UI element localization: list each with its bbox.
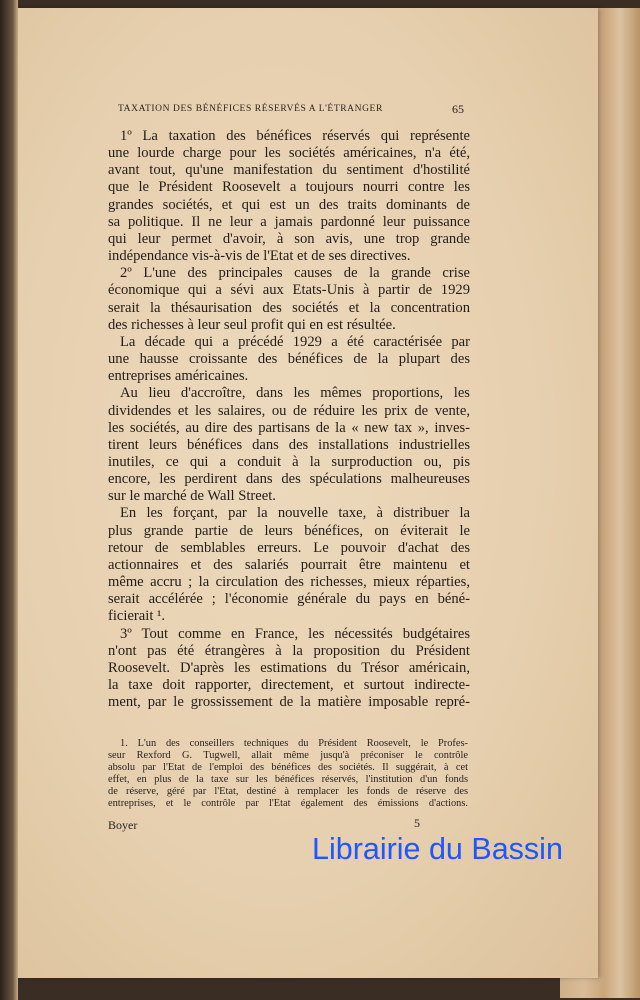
text-line: grandes sociétés, et qui est un des traits dominants de bbox=[108, 196, 470, 213]
text-line: inutiles, ce qui a conduit à la surproduction ou, pis bbox=[108, 453, 470, 470]
signature-number: 5 bbox=[414, 816, 420, 830]
footnote-line: seur Rexford G. Tugwell, allait même jusqu'à préconiser le contrôle bbox=[108, 750, 468, 762]
signature-author: Boyer bbox=[108, 818, 138, 832]
footnote bbox=[108, 738, 468, 811]
text-line: serait accélérée ; l'économie générale du pays en béné- bbox=[108, 591, 470, 608]
text-line: ment, par le grossissement de la matière imposable repré- bbox=[108, 694, 470, 711]
text-line: retour de semblables erreurs. Le pouvoir d'achat des bbox=[108, 539, 470, 556]
paragraph bbox=[108, 385, 470, 505]
running-head bbox=[118, 104, 464, 114]
text-line: Roosevelt. D'après les estimations du Trésor américain, bbox=[108, 659, 470, 676]
text-line: une lourde charge pour les sociétés américaines, n'a été, bbox=[108, 145, 470, 162]
text-line: Au lieu d'accroître, dans les mêmes proportions, les bbox=[120, 385, 470, 402]
paragraph bbox=[108, 626, 470, 712]
text-line: La décade qui a précédé 1929 a été caractérisée par bbox=[120, 333, 470, 350]
text-line: des richesses à leur seul profit qui en est résultée. bbox=[108, 316, 396, 333]
paragraph bbox=[108, 128, 470, 265]
paragraph bbox=[108, 505, 470, 625]
text-line: encore, les perdirent dans des spéculations malheureuses bbox=[108, 471, 470, 488]
text-line: 2º L'une des principales causes de la grande crise bbox=[120, 265, 470, 282]
watermark: Librairie du Bassin bbox=[312, 832, 563, 866]
text-line: plus grande partie de leurs bénéfices, on éviterait le bbox=[108, 522, 470, 539]
text-line: 3º Tout comme en France, les nécessités budgétaires bbox=[120, 625, 470, 642]
text-line: les sociétés, au dire des partisans de la « new tax », inves- bbox=[108, 419, 470, 436]
paragraph bbox=[108, 334, 470, 385]
text-line: dividendes et les salaires, ou de réduire les prix de vente, bbox=[108, 402, 470, 419]
text-line: la taxe doit rapporter, directement, et surtout indirecte- bbox=[108, 677, 470, 693]
text-line: serait la thésaurisation des sociétés et la concentration bbox=[108, 299, 470, 316]
text-line: indépendance vis-à-vis de l'Etat et de ses directives. bbox=[108, 248, 411, 265]
text-line: ficierait ¹. bbox=[108, 608, 166, 625]
text-line: 1º La taxation des bénéfices réservés qui représente bbox=[120, 128, 470, 144]
text-line: tirent leurs bénéfices dans des installations industrielles bbox=[108, 436, 470, 453]
text-line: sur le marché de Wall Street. bbox=[108, 488, 276, 505]
text-line: que le Président Roosevelt a toujours nourri contre les bbox=[108, 179, 470, 196]
book-binding bbox=[0, 0, 18, 1000]
text-line: avant tout, qu'une manifestation du sentiment d'hostilité bbox=[108, 162, 470, 179]
text-line: même accru ; la circulation des richesses, mieux réparties, bbox=[108, 574, 470, 591]
running-head-title: TAXATION DES BÉNÉFICES RÉSERVÉS A L'ÉTRANGER bbox=[118, 104, 383, 114]
text-line: économique qui a sévi aux Etats-Unis à partir de 1929 bbox=[108, 282, 470, 299]
footnote-line: absolu par l'Etat de l'emploi des bénéfices des sociétés. Il suggérait, à cet bbox=[108, 762, 468, 774]
text-line: n'ont pas été étrangères à la proposition du Président bbox=[108, 642, 470, 659]
text-line: En les forçant, par la nouvelle taxe, à distribuer la bbox=[120, 505, 470, 522]
footnote-line: entreprises, et le contrôle par l'Etat également des émissions d'actions. bbox=[108, 798, 468, 810]
text-line: une hausse croissante des bénéfices de la plupart des bbox=[108, 351, 470, 368]
footnote-line: 1. L'un des conseillers techniques du Président Roosevelt, le Profes- bbox=[120, 738, 468, 749]
paragraph bbox=[108, 265, 470, 334]
text-line: actionnaires et des salariés pourrait être maintenu et bbox=[108, 556, 470, 573]
footnote-line: effet, en plus de la taxe sur les bénéfices réservés, l'institution d'un fonds bbox=[108, 774, 468, 786]
text-line: entreprises américaines. bbox=[108, 368, 249, 385]
text-line: qui leur permet d'avoir, à son avis, une trop grande bbox=[108, 230, 470, 247]
text-line: sa politique. Il ne leur a jamais pardonné leur puissance bbox=[108, 213, 470, 230]
page-number: 65 bbox=[452, 102, 464, 116]
footnote-line: de réserve, géré par l'Etat, destiné à remplacer les fonds de réserve des bbox=[108, 786, 468, 798]
body-text bbox=[108, 128, 470, 711]
